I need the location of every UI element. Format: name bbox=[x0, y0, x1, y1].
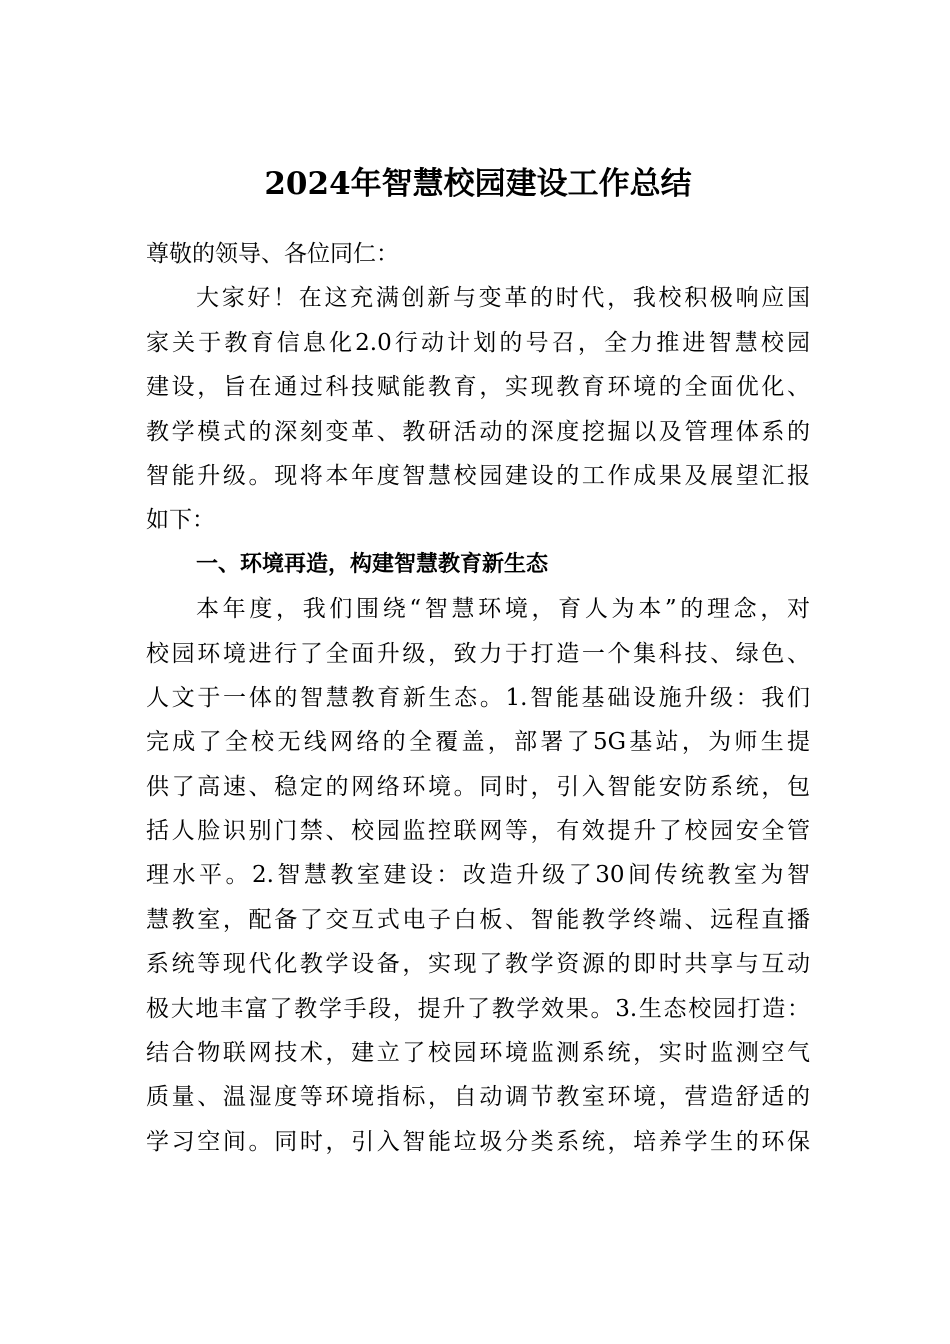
section-line: 本年度，我们围绕“智慧环境，育人为本”的理念，对 bbox=[196, 596, 810, 623]
intro-line: 教学模式的深刻变革、教研活动的深度挖掘以及管理体系的 bbox=[146, 418, 810, 445]
section-line: 极大地丰富了教学手段，提升了教学效果。3.生态校园打造： bbox=[146, 995, 810, 1022]
section-line: 括人脸识别门禁、校园监控联网等，有效提升了校园安全管 bbox=[146, 818, 810, 845]
intro-line: 如下： bbox=[146, 507, 215, 534]
section-line: 慧教室，配备了交互式电子白板、智能教学终端、远程直播 bbox=[146, 906, 810, 933]
section-line: 供了高速、稳定的网络环境。同时，引入智能安防系统，包 bbox=[146, 773, 810, 800]
section-line: 校园环境进行了全面升级，致力于打造一个集科技、绿色、 bbox=[146, 640, 810, 667]
document-body bbox=[146, 232, 810, 1164]
intro-line: 家关于教育信息化2.0行动计划的号召，全力推进智慧校园 bbox=[146, 329, 810, 356]
intro-line: 智能升级。现将本年度智慧校园建设的工作成果及展望汇报 bbox=[146, 462, 810, 489]
section-line: 完成了全校无线网络的全覆盖，部署了5G基站，为师生提 bbox=[146, 729, 810, 756]
section-line: 质量、温湿度等环境指标，自动调节教室环境，营造舒适的 bbox=[146, 1084, 810, 1111]
section-line: 理水平。2.智慧教室建设：改造升级了30间传统教室为智 bbox=[146, 862, 810, 889]
document-title: 2024年智慧校园建设工作总结 bbox=[264, 166, 692, 202]
section-heading: 一、环境再造，构建智慧教育新生态 bbox=[196, 551, 549, 577]
section-line: 结合物联网技术，建立了校园环境监测系统，实时监测空气 bbox=[146, 1040, 810, 1067]
intro-line: 大家好！在这充满创新与变革的时代，我校积极响应国 bbox=[196, 285, 810, 312]
intro-line: 建设，旨在通过科技赋能教育，实现教育环境的全面优化、 bbox=[146, 374, 810, 401]
section-line: 系统等现代化教学设备，实现了教学资源的即时共享与互动 bbox=[146, 951, 810, 978]
section-line: 人文于一体的智慧教育新生态。1.智能基础设施升级：我们 bbox=[146, 684, 810, 711]
section-line: 学习空间。同时，引入智能垃圾分类系统，培养学生的环保 bbox=[146, 1128, 810, 1155]
salutation: 尊敬的领导、各位同仁： bbox=[146, 241, 399, 267]
